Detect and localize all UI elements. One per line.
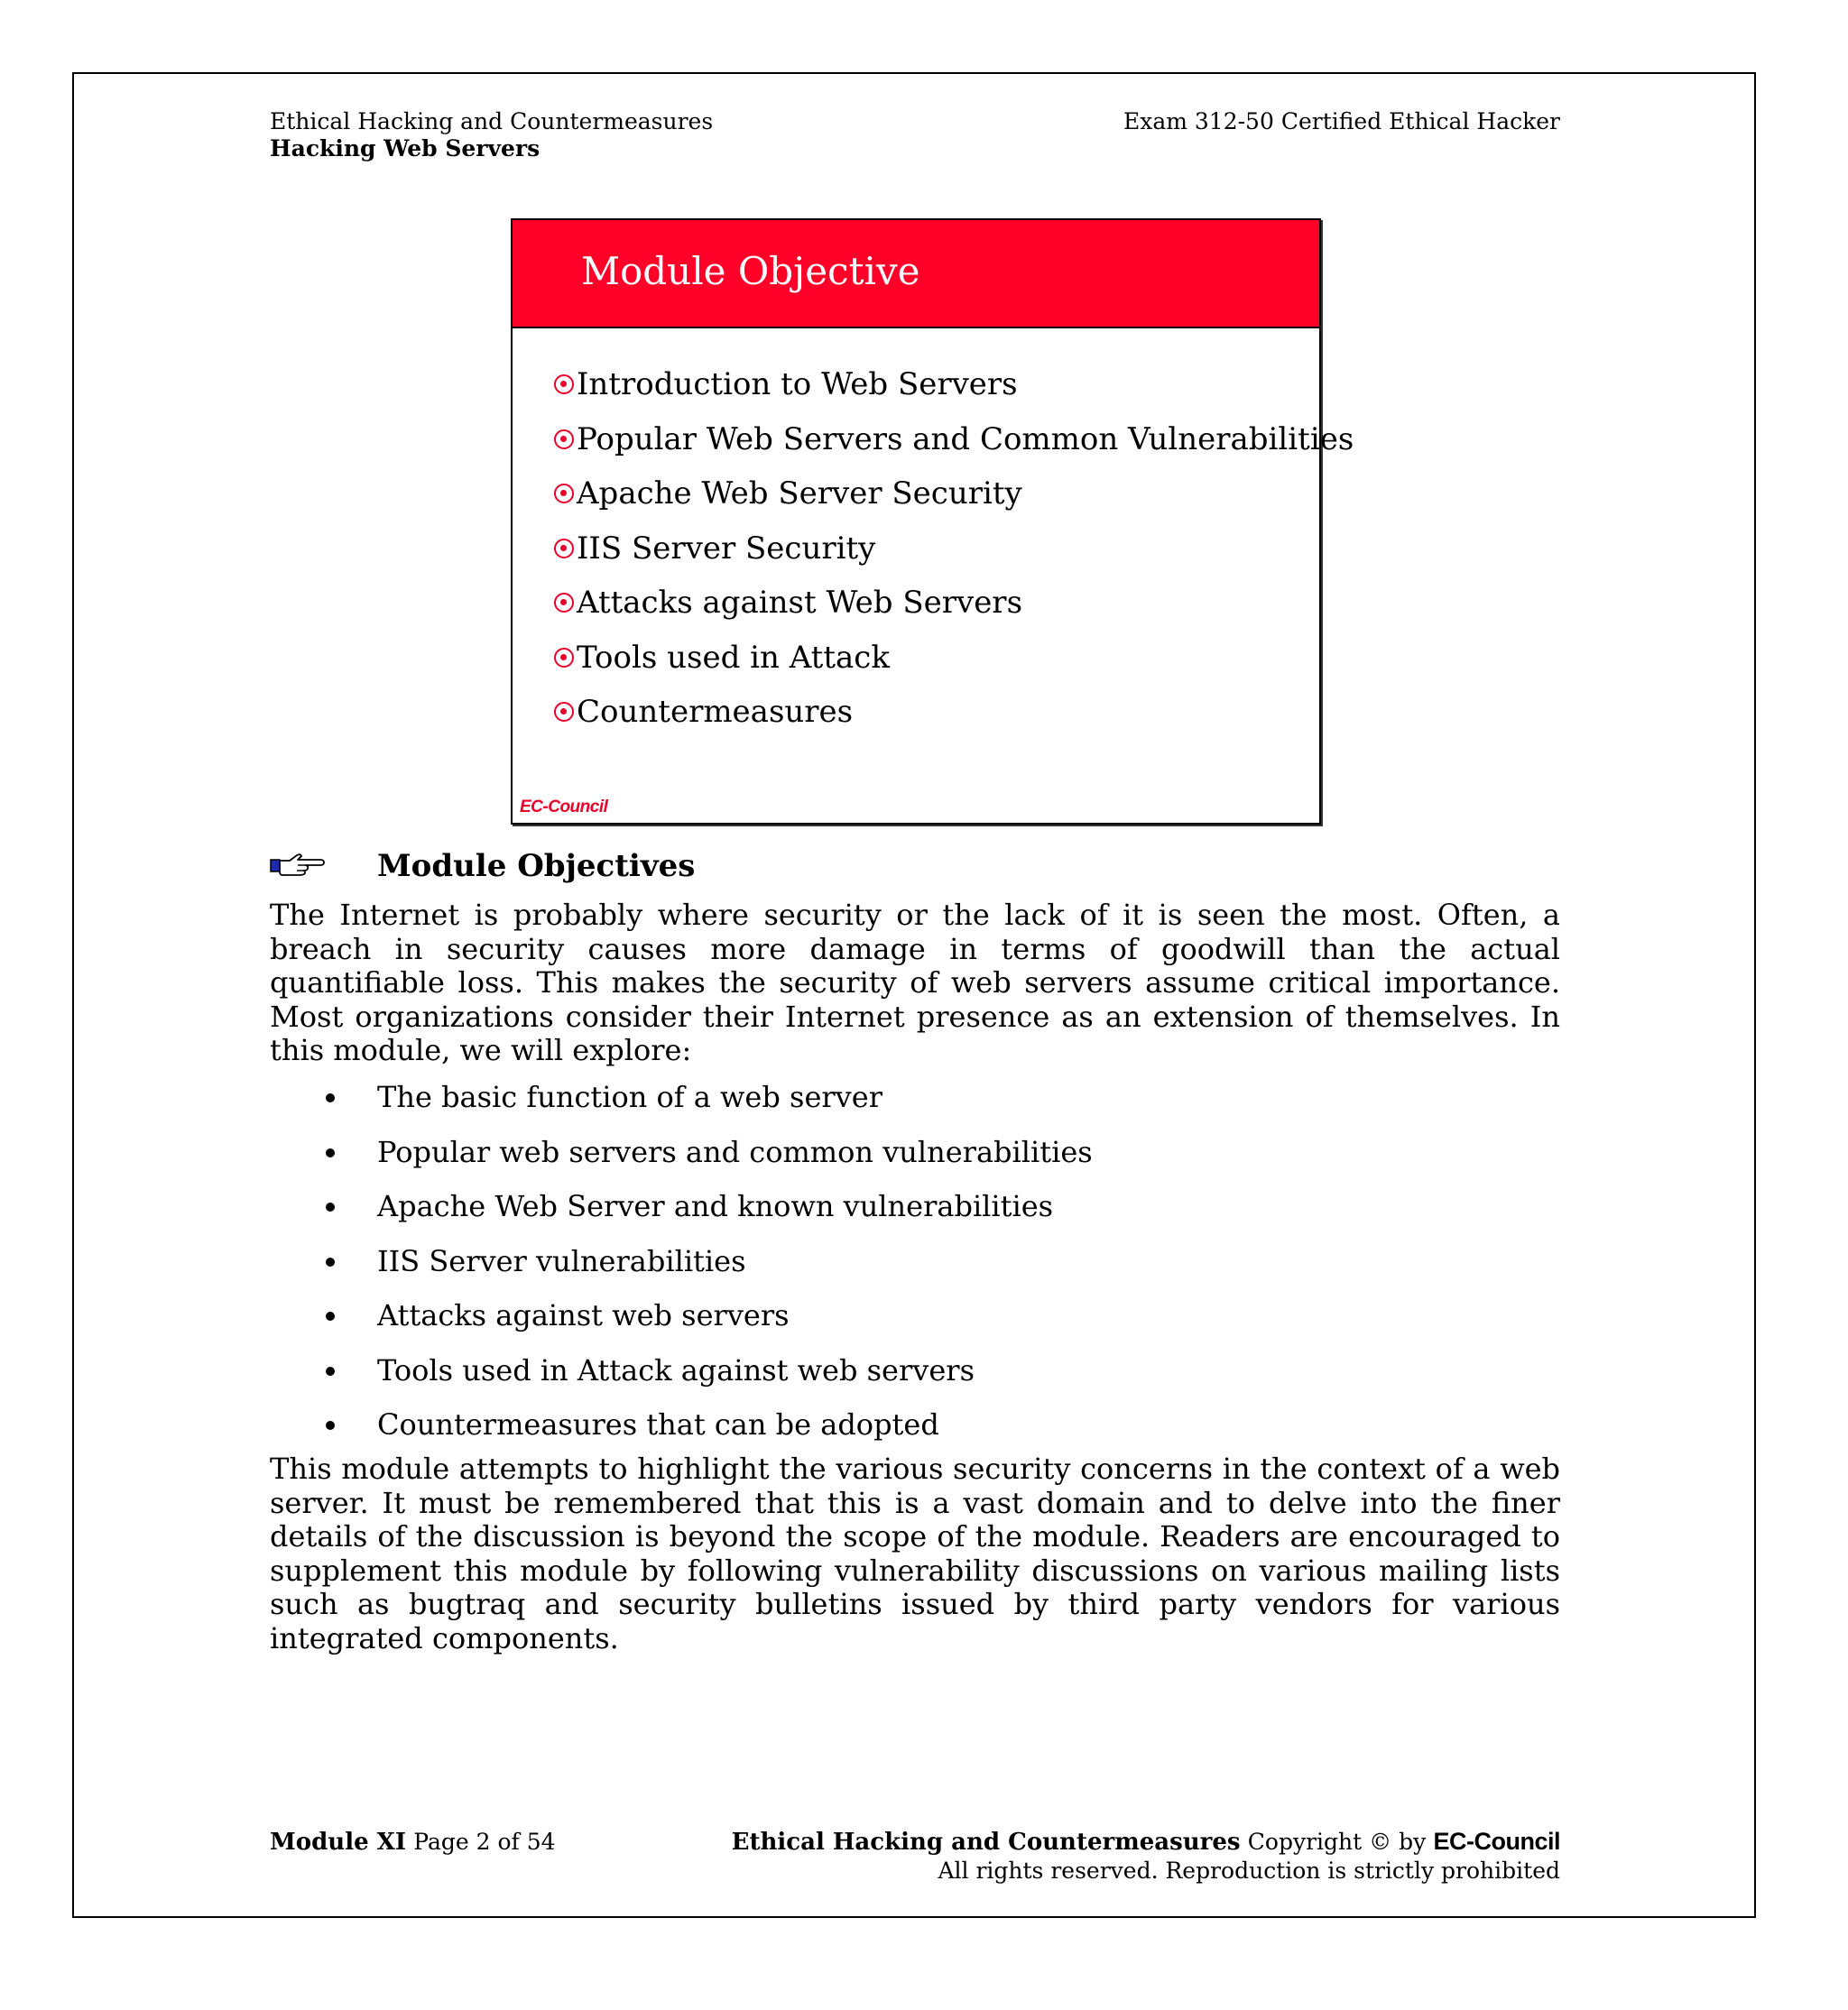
module-title: Hacking Web Servers (270, 135, 541, 161)
section-heading (270, 846, 1560, 886)
target-bullet-icon (554, 484, 574, 503)
bullet-dot-icon (326, 1203, 335, 1212)
slide-list-item: Tools used in Attack (554, 631, 1354, 686)
closing-paragraph: This module attempts to highlight the various security concerns in the context of a web server. It must be remembered that this is a vast domain and to delve into the finer details of the discussion is beyond the scope of the module. Readers are encouraged to supplement this module by following vulnerability discussions on various mailing lists such as bugtraq and security bulletins issued by third party vendors for various integrated components. (270, 1452, 1560, 1655)
bullet-dot-icon (326, 1093, 335, 1102)
slide-list-item: Attacks against Web Servers (554, 576, 1354, 631)
list-item: Popular web servers and common vulnerabilities (270, 1125, 1093, 1180)
slide-objective-list (554, 357, 1354, 740)
slide-list-item: Apache Web Server Security (554, 466, 1354, 521)
target-bullet-icon (554, 374, 574, 394)
footer-brand-logo: EC-Council (1433, 1828, 1560, 1855)
slide-title: Module Objective (581, 249, 920, 293)
footer-rights: All rights reserved. Reproduction is strictly prohibited (938, 1858, 1560, 1884)
target-bullet-icon (554, 539, 574, 558)
target-bullet-icon (554, 648, 574, 668)
slide-list-item: Popular Web Servers and Common Vulnerabilities (554, 412, 1354, 467)
footer-course: Ethical Hacking and Countermeasures (731, 1829, 1241, 1856)
bullet-dot-icon (326, 1258, 335, 1267)
list-item: The basic function of a web server (270, 1070, 1093, 1125)
list-item: Countermeasures that can be adopted (270, 1397, 1093, 1452)
slide-list-item: Countermeasures (554, 685, 1354, 740)
bullet-dot-icon (326, 1312, 335, 1321)
footer-copyright: Copyright © by (1247, 1829, 1427, 1855)
objectives-bullet-list (270, 1070, 1093, 1452)
page-header-left (270, 108, 713, 162)
page-footer-right (732, 1828, 1560, 1885)
section-title: Module Objectives (377, 848, 696, 884)
intro-paragraph: The Internet is probably where security or the lack of it is seen the most. Often, a breach in security causes more damage in terms of goodwill than the actual quantifiable loss. This makes the security of web servers assume critical importance. Most organizations consider their Internet presence as an extension of themselves. In this module, we will explore: (270, 898, 1560, 1067)
target-bullet-icon (554, 429, 574, 449)
list-item: Apache Web Server and known vulnerabilities (270, 1179, 1093, 1234)
ec-council-logo: EC-Council (520, 798, 608, 816)
bullet-dot-icon (326, 1367, 335, 1376)
list-item: Tools used in Attack against web servers (270, 1343, 1093, 1398)
footer-module: Module XI (270, 1829, 407, 1856)
footer-page-number: Page 2 of 54 (413, 1829, 556, 1855)
course-title: Ethical Hacking and Countermeasures (270, 108, 714, 134)
list-item: IIS Server vulnerabilities (270, 1234, 1093, 1289)
module-objective-slide (511, 218, 1354, 825)
target-bullet-icon (554, 593, 574, 613)
pointing-hand-icon (270, 852, 326, 879)
list-item: Attacks against web servers (270, 1288, 1093, 1343)
exam-title: Exam 312-50 Certified Ethical Hacker (1123, 108, 1560, 134)
bullet-dot-icon (326, 1148, 335, 1157)
slide-list-item: Introduction to Web Servers (554, 357, 1354, 412)
target-bullet-icon (554, 702, 574, 722)
bullet-dot-icon (326, 1421, 335, 1430)
page-footer-left (270, 1828, 556, 1857)
slide-list-item: IIS Server Security (554, 521, 1354, 576)
